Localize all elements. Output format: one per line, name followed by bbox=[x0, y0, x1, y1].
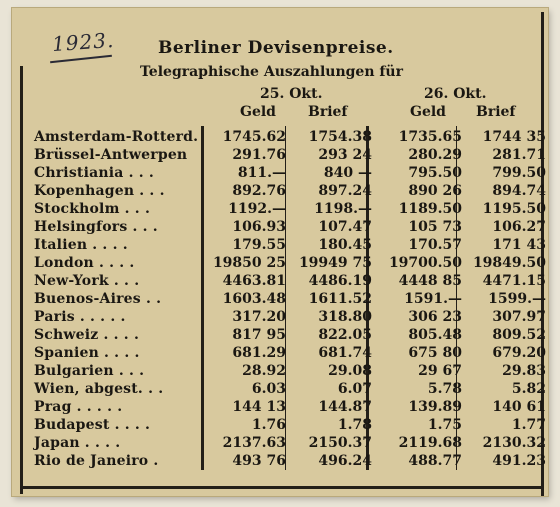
table-row bbox=[34, 254, 546, 272]
brief-25-okt-value: 1198.— bbox=[314, 201, 372, 217]
currency-place-name: Amsterdam-Rotterd. bbox=[34, 129, 199, 145]
brief-25-okt-value: 293 24 bbox=[318, 147, 372, 163]
currency-place-name: Brüssel-Antwerpen bbox=[34, 147, 188, 163]
brief-25-okt-value: 496.24 bbox=[318, 453, 372, 469]
geld-26-okt-value: 1.75 bbox=[427, 417, 462, 433]
table-row bbox=[34, 434, 546, 452]
column-header-brief-25: Brief bbox=[308, 104, 348, 120]
table-row bbox=[34, 344, 546, 362]
geld-25-okt-value: 1603.48 bbox=[222, 291, 286, 307]
brief-25-okt-value: 29.08 bbox=[328, 363, 372, 379]
table-row bbox=[34, 362, 546, 380]
currency-place-name: Budapest . . . . bbox=[34, 417, 151, 433]
brief-25-okt-value: 822.05 bbox=[318, 327, 372, 343]
brief-26-okt-value: 799.50 bbox=[492, 165, 546, 181]
geld-26-okt-value: 675 80 bbox=[408, 345, 462, 361]
geld-26-okt-value: 488.77 bbox=[408, 453, 462, 469]
geld-25-okt-value: 28.92 bbox=[242, 363, 286, 379]
currency-place-name: Japan . . . . bbox=[34, 435, 121, 451]
geld-25-okt-value: 291.76 bbox=[232, 147, 286, 163]
currency-place-name: Christiania . . . bbox=[34, 165, 154, 181]
currency-place-name: Buenos-Aires . . bbox=[34, 291, 162, 307]
table-row bbox=[34, 182, 546, 200]
geld-25-okt-value: 144 13 bbox=[232, 399, 286, 415]
geld-25-okt-value: 317.20 bbox=[232, 309, 286, 325]
currency-place-name: Helsingfors . . . bbox=[34, 219, 158, 235]
brief-26-okt-value: 2130.32 bbox=[482, 435, 546, 451]
currency-place-name: Prag . . . . . bbox=[34, 399, 123, 415]
table-row bbox=[34, 128, 546, 146]
brief-25-okt-value: 318.80 bbox=[318, 309, 372, 325]
exchange-rate-rows bbox=[34, 128, 546, 470]
geld-25-okt-value: 811.— bbox=[237, 165, 286, 181]
currency-place-name: Paris . . . . . bbox=[34, 309, 126, 325]
table-row bbox=[34, 164, 546, 182]
brief-26-okt-value: 894.74 bbox=[492, 183, 546, 199]
geld-25-okt-value: 2137.63 bbox=[222, 435, 286, 451]
brief-26-okt-value: 679.20 bbox=[492, 345, 546, 361]
currency-place-name: Bulgarien . . . bbox=[34, 363, 145, 379]
brief-26-okt-value: 5.82 bbox=[511, 381, 546, 397]
table-row bbox=[34, 380, 546, 398]
geld-26-okt-value: 1591.— bbox=[404, 291, 462, 307]
brief-26-okt-value: 19849.50 bbox=[472, 255, 546, 271]
geld-25-okt-value: 106.93 bbox=[232, 219, 286, 235]
geld-26-okt-value: 280.29 bbox=[408, 147, 462, 163]
geld-25-okt-value: 892.76 bbox=[232, 183, 286, 199]
page-subtitle: Telegraphische Auszahlungen für bbox=[140, 64, 403, 80]
geld-26-okt-value: 306 23 bbox=[408, 309, 462, 325]
currency-place-name: Schweiz . . . . bbox=[34, 327, 140, 343]
bottom-border-rule bbox=[20, 486, 544, 489]
left-border-rule bbox=[20, 66, 23, 494]
table-row bbox=[34, 272, 546, 290]
table-row bbox=[34, 326, 546, 344]
geld-26-okt-value: 29 67 bbox=[418, 363, 462, 379]
geld-25-okt-value: 493 76 bbox=[232, 453, 286, 469]
geld-25-okt-value: 179.55 bbox=[232, 237, 286, 253]
brief-25-okt-value: 4486.19 bbox=[308, 273, 372, 289]
date-heading-25-okt: 25. Okt. bbox=[260, 86, 323, 102]
geld-25-okt-value: 817 95 bbox=[232, 327, 286, 343]
currency-place-name: Stockholm . . . bbox=[34, 201, 151, 217]
geld-25-okt-value: 1.76 bbox=[251, 417, 286, 433]
geld-26-okt-value: 890 26 bbox=[408, 183, 462, 199]
brief-26-okt-value: 281.71 bbox=[492, 147, 546, 163]
brief-26-okt-value: 1195.50 bbox=[482, 201, 546, 217]
geld-26-okt-value: 139.89 bbox=[408, 399, 462, 415]
table-row bbox=[34, 398, 546, 416]
brief-25-okt-value: 897.24 bbox=[318, 183, 372, 199]
table-row bbox=[34, 416, 546, 434]
geld-26-okt-value: 1735.65 bbox=[398, 129, 462, 145]
geld-25-okt-value: 4463.81 bbox=[222, 273, 286, 289]
brief-25-okt-value: 681.74 bbox=[318, 345, 372, 361]
exchange-rate-table bbox=[34, 128, 546, 470]
brief-25-okt-value: 107.47 bbox=[318, 219, 372, 235]
geld-26-okt-value: 805.48 bbox=[408, 327, 462, 343]
brief-25-okt-value: 180.45 bbox=[318, 237, 372, 253]
brief-26-okt-value: 171 43 bbox=[492, 237, 546, 253]
geld-25-okt-value: 6.03 bbox=[251, 381, 286, 397]
table-row bbox=[34, 236, 546, 254]
column-header-geld-26: Geld bbox=[410, 104, 446, 120]
geld-26-okt-value: 2119.68 bbox=[398, 435, 462, 451]
currency-place-name: New-York . . . bbox=[34, 273, 140, 289]
brief-25-okt-value: 1754.38 bbox=[308, 129, 372, 145]
column-header-geld-25: Geld bbox=[240, 104, 276, 120]
brief-25-okt-value: 19949 75 bbox=[298, 255, 372, 271]
currency-place-name: Wien, abgest. . . bbox=[34, 381, 164, 397]
brief-25-okt-value: 1611.52 bbox=[308, 291, 372, 307]
brief-26-okt-value: 307.97 bbox=[492, 309, 546, 325]
currency-place-name: Rio de Janeiro . bbox=[34, 453, 159, 469]
brief-26-okt-value: 491.23 bbox=[492, 453, 546, 469]
geld-25-okt-value: 19850 25 bbox=[212, 255, 286, 271]
brief-26-okt-value: 1744 35 bbox=[482, 129, 546, 145]
table-row bbox=[34, 290, 546, 308]
column-header-brief-26: Brief bbox=[476, 104, 516, 120]
currency-place-name: Spanien . . . . bbox=[34, 345, 140, 361]
handwritten-year: 1923. bbox=[51, 27, 116, 57]
currency-place-name: Kopenhagen . . . bbox=[34, 183, 165, 199]
geld-25-okt-value: 1192.— bbox=[228, 201, 286, 217]
brief-26-okt-value: 4471.15 bbox=[482, 273, 546, 289]
newspaper-clipping bbox=[12, 8, 548, 496]
brief-26-okt-value: 140 61 bbox=[492, 399, 546, 415]
geld-26-okt-value: 19700.50 bbox=[388, 255, 462, 271]
brief-26-okt-value: 809.52 bbox=[492, 327, 546, 343]
geld-26-okt-value: 105 73 bbox=[408, 219, 462, 235]
handwritten-underline bbox=[50, 55, 112, 63]
brief-26-okt-value: 29.83 bbox=[502, 363, 546, 379]
date-heading-26-okt: 26. Okt. bbox=[424, 86, 487, 102]
brief-26-okt-value: 106.27 bbox=[492, 219, 546, 235]
geld-25-okt-value: 681.29 bbox=[232, 345, 286, 361]
table-row bbox=[34, 200, 546, 218]
geld-26-okt-value: 170.57 bbox=[408, 237, 462, 253]
geld-26-okt-value: 4448 85 bbox=[398, 273, 462, 289]
table-row bbox=[34, 308, 546, 326]
geld-26-okt-value: 795.50 bbox=[408, 165, 462, 181]
table-row bbox=[34, 146, 546, 164]
brief-25-okt-value: 840 — bbox=[323, 165, 372, 181]
brief-26-okt-value: 1.77 bbox=[511, 417, 546, 433]
brief-25-okt-value: 144.87 bbox=[318, 399, 372, 415]
currency-place-name: London . . . . bbox=[34, 255, 135, 271]
brief-25-okt-value: 6.07 bbox=[337, 381, 372, 397]
table-row bbox=[34, 452, 546, 470]
brief-26-okt-value: 1599.— bbox=[488, 291, 546, 307]
table-row bbox=[34, 218, 546, 236]
brief-25-okt-value: 2150.37 bbox=[308, 435, 372, 451]
brief-25-okt-value: 1.78 bbox=[337, 417, 372, 433]
page-title: Berliner Devisenpreise. bbox=[158, 38, 394, 58]
geld-26-okt-value: 5.78 bbox=[427, 381, 462, 397]
geld-25-okt-value: 1745.62 bbox=[222, 129, 286, 145]
currency-place-name: Italien . . . . bbox=[34, 237, 128, 253]
geld-26-okt-value: 1189.50 bbox=[398, 201, 462, 217]
